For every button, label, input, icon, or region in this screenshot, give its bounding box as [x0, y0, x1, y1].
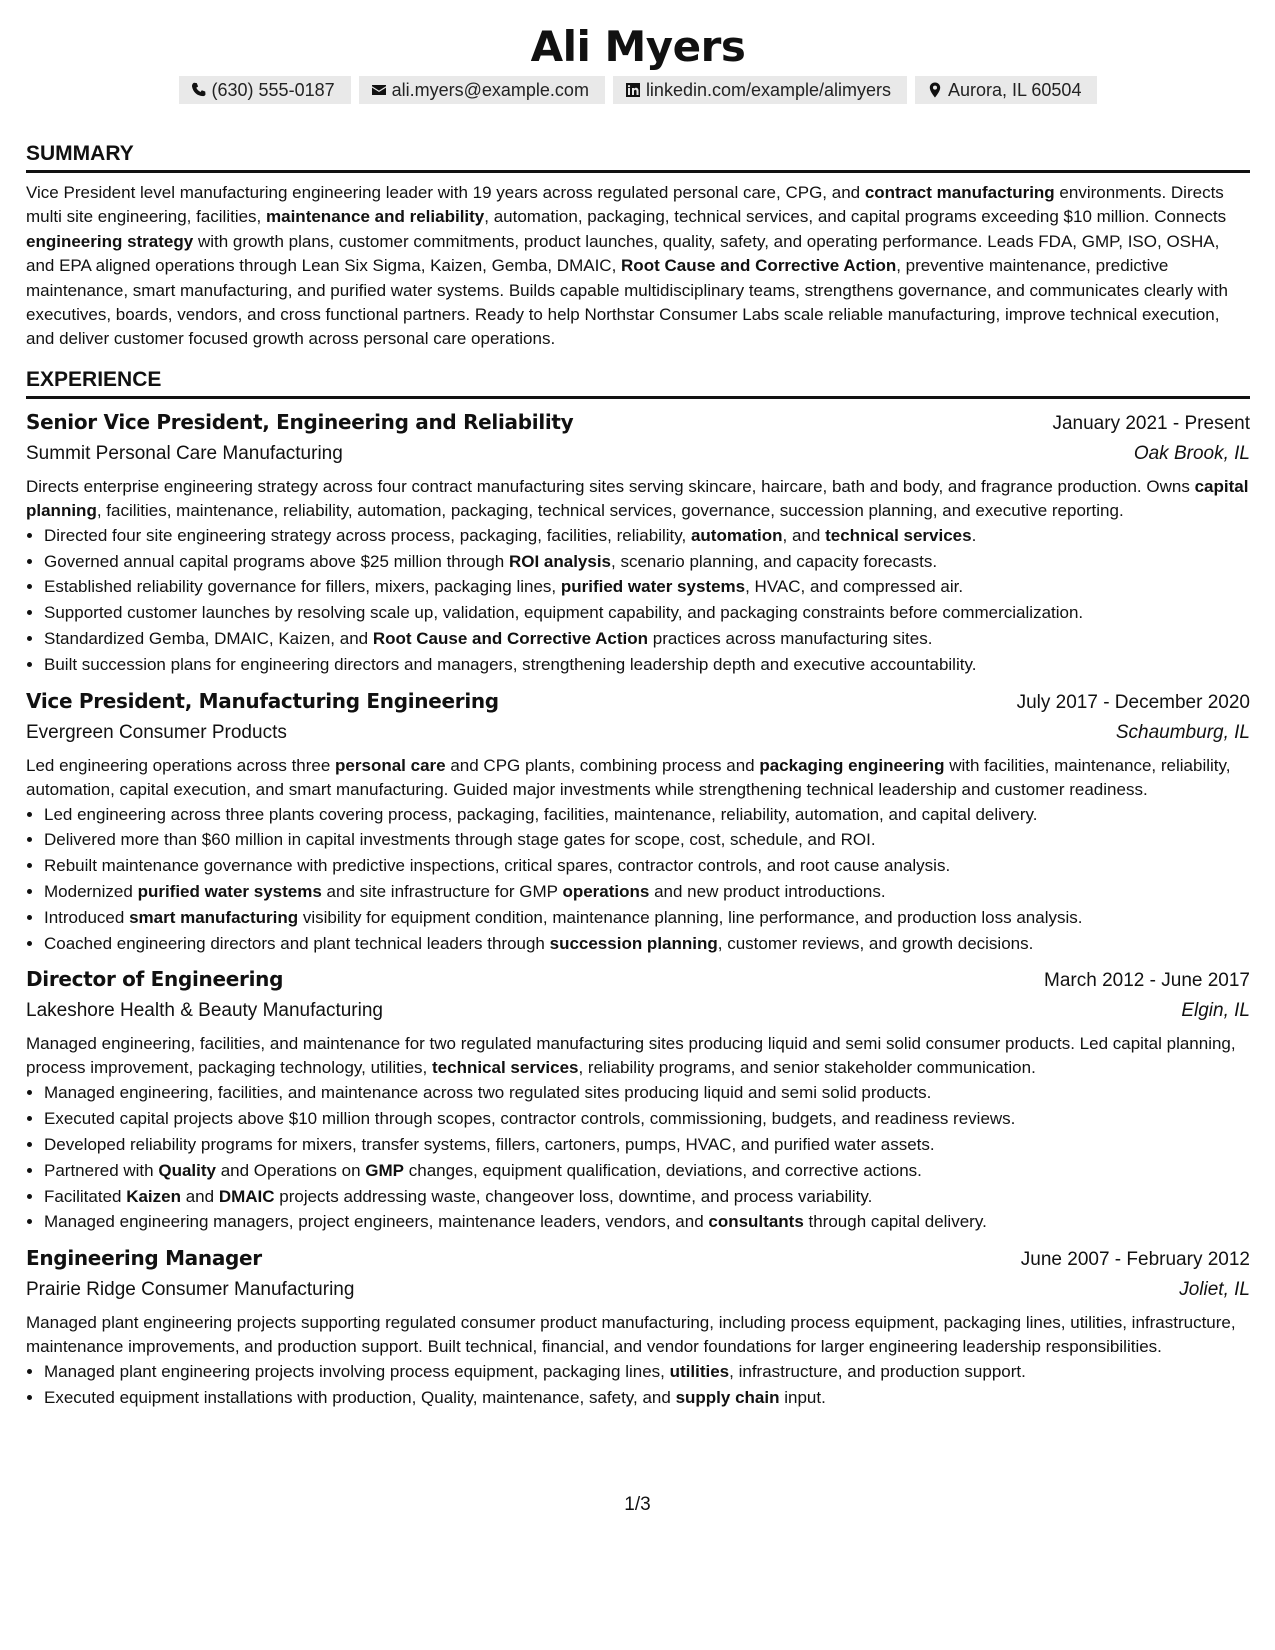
bullet-item: • Managed engineering, facilities, and maintenance across two regulated sites producing liquid and semi solid products. [44, 1080, 1250, 1106]
linkedin-text: linkedin.com/example/alimyers [645, 80, 892, 100]
job-entry [26, 407, 1250, 678]
job-title: Engineering Manager [26, 1246, 262, 1271]
job-title: Vice President, Manufacturing Engineering [26, 688, 499, 713]
bullet-item: • Supported customer launches by resolving scale up, validation, equipment capability, and packaging constraints before commercialization. [44, 600, 1250, 626]
job-location: Joliet, IL [1179, 1279, 1250, 1301]
job-description: Directs enterprise engineering strategy across four contract manufacturing sites serving skincare, haircare, bath and body, and fragrance production. Owns capital planning, facilities, maintenance, reliability, automation, packaging, technical services, governance, succession planning, and executive reporting. [26, 476, 1249, 520]
job-header [26, 1243, 1250, 1275]
summary-heading: SUMMARY [26, 140, 1250, 173]
job-title: Director of Engineering [26, 967, 284, 992]
phone-icon [191, 82, 207, 98]
job-entry [26, 964, 1250, 1235]
job-dates: July 2017 - December 2020 [1016, 691, 1250, 713]
bullet-item: • Executed equipment installations with production, Quality, maintenance, safety, and supply chain input. [44, 1385, 1250, 1411]
bullet-item: • Managed plant engineering projects involving process equipment, packaging lines, utilities, infrastructure, and production support. [44, 1359, 1250, 1385]
job-bullets [26, 1359, 1250, 1411]
bullet-item: • Built succession plans for engineering directors and managers, strengthening leadership depth and executive accountability. [44, 652, 1250, 678]
job-location: Oak Brook, IL [1133, 442, 1250, 464]
resume-page [26, 0, 1250, 1419]
bullet-item: • Established reliability governance for fillers, mixers, packaging lines, purified water systems, HVAC, and compressed air. [44, 574, 1250, 600]
job-description: Managed engineering, facilities, and maintenance for two regulated manufacturing sites producing liquid and semi solid consumer products. Led capital planning, process improvement, packaging technology, utilities, technical services, reliability programs, and senior stakeholder communication. [26, 1034, 1236, 1078]
job-description: Led engineering operations across three personal care and CPG plants, combining process and packaging engineering with facilities, maintenance, reliability, automation, capital execution, and smart manufacturing. Guided major investments while strengthening technical leadership and customer readiness. [26, 755, 1231, 799]
job-dates: January 2021 - Present [1052, 412, 1250, 434]
company-name: Prairie Ridge Consumer Manufacturing [26, 1279, 355, 1301]
linkedin-chip[interactable] [613, 76, 907, 104]
job-header [26, 686, 1250, 718]
phone-chip[interactable] [179, 76, 351, 104]
company-name: Evergreen Consumer Products [26, 721, 287, 743]
bullet-item: • Led engineering across three plants covering process, packaging, facilities, maintenance, reliability, automation, and capital delivery. [44, 802, 1250, 828]
bullet-item: • Governed annual capital programs above $25 million through ROI analysis, scenario planning, and capacity forecasts. [44, 549, 1250, 575]
job-subheader [26, 439, 1250, 469]
contact-bar [26, 76, 1250, 104]
location-chip [915, 76, 1097, 104]
job-subheader [26, 1275, 1250, 1305]
email-text: ali.myers@example.com [391, 80, 589, 100]
job-entry [26, 1243, 1250, 1411]
bullet-item: • Modernized purified water systems and site infrastructure for GMP operations and new product introductions. [44, 879, 1250, 905]
page-number: 1/3 [624, 1494, 651, 1515]
phone-text: (630) 555-0187 [211, 80, 335, 100]
job-location: Elgin, IL [1181, 1000, 1250, 1022]
company-name: Lakeshore Health & Beauty Manufacturing [26, 1000, 383, 1022]
bullet-item: • Facilitated Kaizen and DMAIC projects addressing waste, changeover loss, downtime, and process variability. [44, 1184, 1250, 1210]
job-dates: March 2012 - June 2017 [1044, 970, 1250, 992]
email-chip[interactable] [359, 76, 605, 104]
job-location: Schaumburg, IL [1115, 721, 1250, 743]
bullet-item: • Delivered more than $60 million in capital investments through stage gates for scope, cost, schedule, and ROI. [44, 827, 1250, 853]
bullet-item: • Managed engineering managers, project engineers, maintenance leaders, vendors, and consultants through capital delivery. [44, 1209, 1250, 1235]
job-subheader [26, 718, 1250, 748]
candidate-name: Ali Myers [530, 22, 746, 71]
experience-heading: EXPERIENCE [26, 366, 1250, 399]
job-entry [26, 686, 1250, 957]
bullet-item: • Coached engineering directors and plant technical leaders through succession planning, customer reviews, and growth decisions. [44, 931, 1250, 957]
envelope-icon [371, 82, 387, 98]
bullet-item: • Executed capital projects above $10 million through scopes, contractor controls, commissioning, budgets, and readiness reviews. [44, 1106, 1250, 1132]
job-header [26, 964, 1250, 996]
linkedin-icon [625, 82, 641, 98]
job-dates: June 2007 - February 2012 [1020, 1249, 1250, 1271]
job-bullets [26, 523, 1250, 678]
job-subheader [26, 996, 1250, 1026]
experience-list [26, 407, 1250, 1411]
summary-text: Vice President level manufacturing engineering leader with 19 years across regulated personal care, CPG, and contract manufacturing environments. Directs multi site engineering, facilities, maintenance and reliability, automation, packaging, technical services, and capital programs exceeding $10 million. Connects engineering strategy with growth plans, customer commitments, product launches, quality, safety, and operating performance. Leads FDA, GMP, ISO, OSHA, and EPA aligned operations through Lean Six Sigma, Kaizen, Gemba, DMAIC, Root Cause and Corrective Action, preventive maintenance, predictive maintenance, smart manufacturing, and purified water systems. Builds capable multidisciplinary teams, strengthens governance, and communicates clearly with executives, boards, vendors, and cross functional partners. Ready to help Northstar Consumer Labs scale reliable manufacturing, improve technical execution, and deliver customer focused growth across personal care operations. [26, 183, 1228, 349]
bullet-item: • Directed four site engineering strategy across process, packaging, facilities, reliability, automation, and technical services. [44, 523, 1250, 549]
job-title: Senior Vice President, Engineering and Reliability [26, 409, 574, 434]
company-name: Summit Personal Care Manufacturing [26, 442, 343, 464]
bullet-item: • Standardized Gemba, DMAIC, Kaizen, and Root Cause and Corrective Action practices across manufacturing sites. [44, 626, 1250, 652]
bullet-item: • Developed reliability programs for mixers, transfer systems, fillers, cartoners, pumps, HVAC, and purified water assets. [44, 1132, 1250, 1158]
job-header [26, 407, 1250, 439]
location-text: Aurora, IL 60504 [948, 80, 1082, 100]
bullet-item: • Partnered with Quality and Operations on GMP changes, equipment qualification, deviations, and corrective actions. [44, 1158, 1250, 1184]
bullet-item: • Introduced smart manufacturing visibility for equipment condition, maintenance planning, line performance, and production loss analysis. [44, 905, 1250, 931]
map-pin-icon [927, 82, 943, 98]
job-bullets [26, 802, 1250, 957]
job-description: Managed plant engineering projects supporting regulated consumer product manufacturing, including process equipment, packaging lines, utilities, infrastructure, maintenance improvements, and production support. Built technical, financial, and vendor foundations for larger engineering leadership responsibilities. [26, 1313, 1236, 1357]
bullet-item: • Rebuilt maintenance governance with predictive inspections, critical spares, contractor controls, and root cause analysis. [44, 853, 1250, 879]
job-bullets [26, 1080, 1250, 1235]
